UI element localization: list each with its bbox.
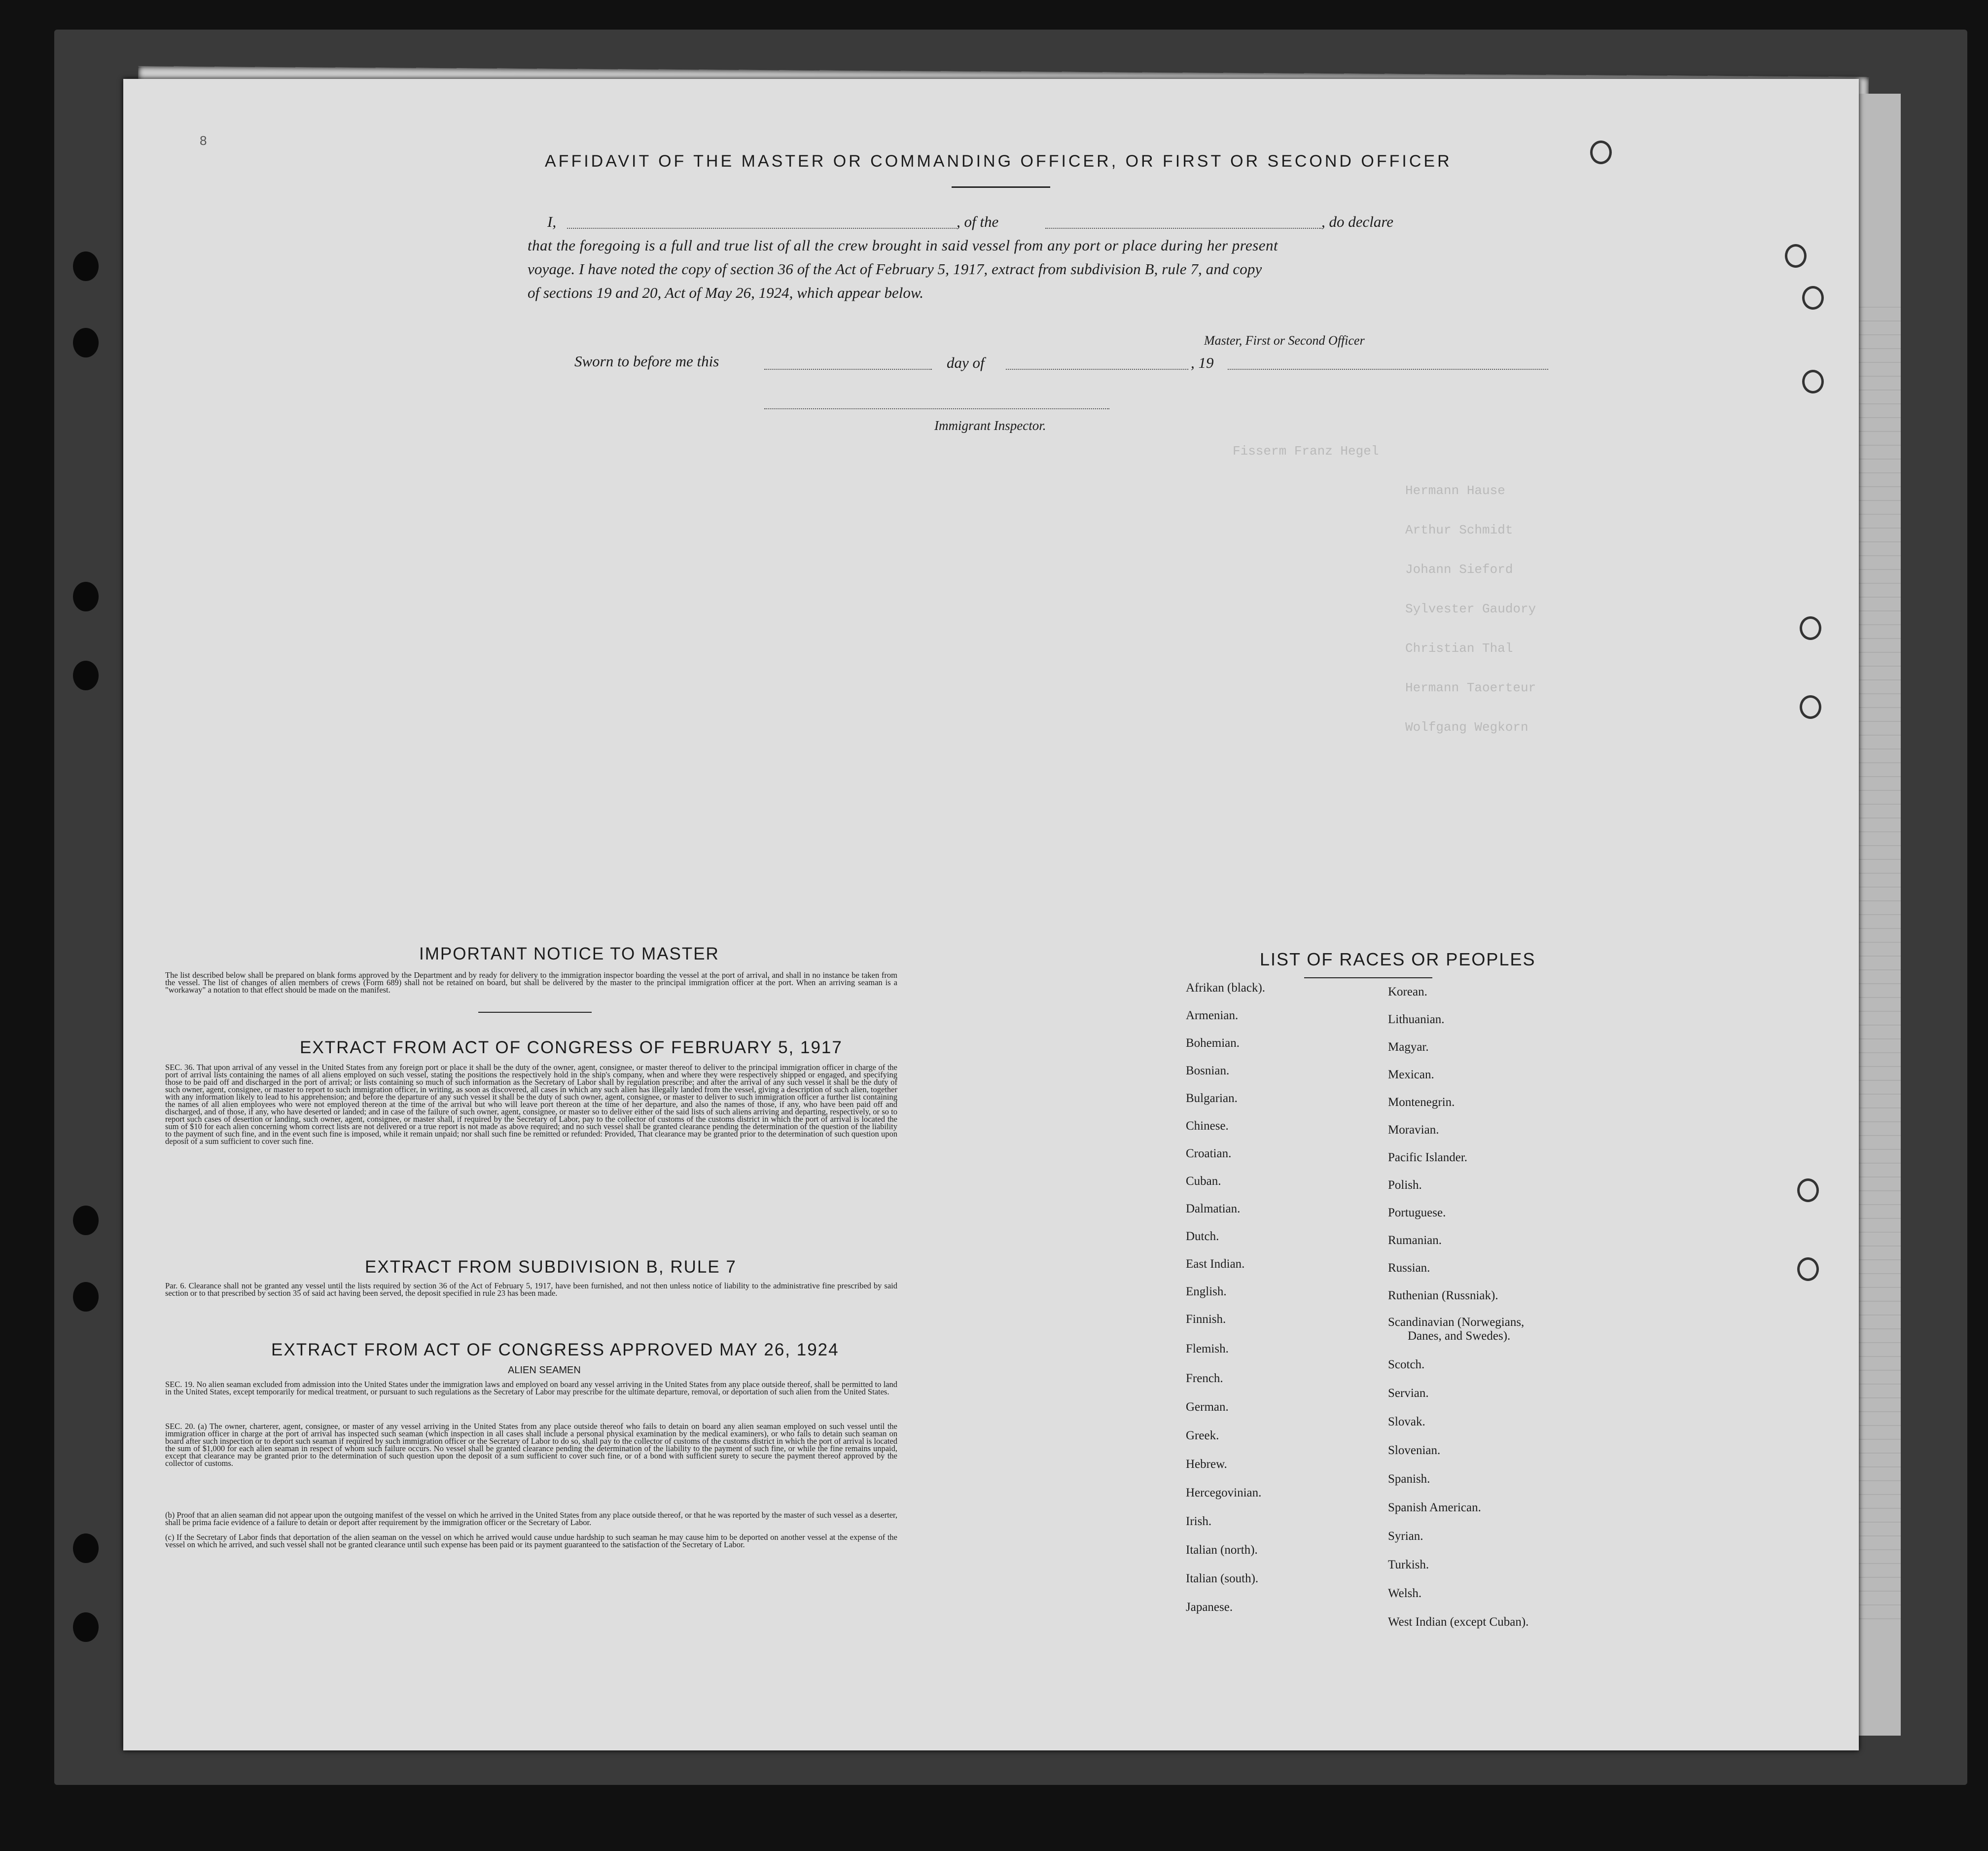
sworn-month-field[interactable] [1006,369,1188,370]
binder-ring [1800,695,1821,719]
race-item: Japanese. [1186,1601,1233,1614]
bleed-through-text: Wolfgang Wegkorn [1405,720,1528,735]
race-item: Chinese. [1186,1119,1229,1133]
race-item: Spanish. [1388,1472,1430,1486]
race-item: Dutch. [1186,1230,1219,1243]
race-item: Ruthenian (Russniak). [1388,1289,1498,1302]
declaration-line-4: of sections 19 and 20, Act of May 26, 1924, which appear below. [528,284,924,301]
race-item: Bosnian. [1186,1064,1230,1077]
master-label: Master, First or Second Officer [1204,333,1365,348]
race-item: Greek. [1186,1429,1219,1442]
bleed-through-text: Hermann Taoerteur [1405,680,1536,695]
race-item: Flemish. [1186,1342,1229,1355]
race-item: Armenian. [1186,1009,1239,1022]
name-field[interactable] [567,228,957,229]
declaration-line-2: that the foregoing is a full and true list of all the crew brought in said vessel from any port or place during her present [528,237,1278,254]
inspector-label: Immigrant Inspector. [934,418,1046,433]
affidavit-page [123,79,1859,1750]
extract-1924-sec19: SEC. 19. No alien seaman excluded from admission into the United States under the immigration laws and employed on board any vessel arriving in the United States from any place outside thereof, shall be permitted to land in the United States, except temporarily for medical treatment, or pursuant to such regulations as the Secretary of Labor may prescribe for the ultimate departure, removal, or deportation of such alien from the United States. [165,1380,897,1396]
race-item: Syrian. [1388,1530,1423,1543]
extract-rule7-text: Par. 6. Clearance shall not be granted any vessel until the lists required by section 36 of the Act of February 5, 1917, have been furnished, and not then unless notice of liability to the administrative fine prescribed by said section or to that prescribed by section 35 of said act having been served, the deposit specified in rule 23 has been made. [165,1281,897,1298]
bleed-through-text: Arthur Schmidt [1405,523,1513,537]
vessel-field[interactable] [1045,228,1321,229]
sworn-label: Sworn to before me this [574,353,719,370]
race-item: Irish. [1186,1515,1212,1528]
punch-hole [73,1282,99,1312]
race-item: Russian. [1388,1261,1430,1275]
race-item: Hercegovinian. [1186,1486,1262,1499]
race-item: Magyar. [1388,1040,1429,1054]
notice-text: The list described below shall be prepared on blank forms approved by the Department and by ready for delivery to the immigration inspector boarding the vessel at the port of arrival, and shall in no instance be taken from the vessel. The list of changes of alien members of crews (Form 689) shall not be retained on board, but shall be delivered by the master to the principal immigration officer at the port. When an arriving seaman is a "workaway" a notation to that effect should be made on the manifest. [165,970,897,995]
race-item: Scandinavian (Norwegians, [1388,1316,1525,1329]
extract-1917-title: EXTRACT FROM ACT OF CONGRESS OF FEBRUARY 5, 1917 [300,1038,843,1057]
binder-ring [1800,616,1821,640]
sworn-day-field[interactable] [764,369,932,370]
page-number: 8 [200,133,207,148]
binder-ring [1797,1178,1819,1202]
race-item: Finnish. [1186,1313,1226,1326]
punch-hole [73,661,99,690]
year-label: , 19 [1191,354,1214,371]
race-item: Bulgarian. [1186,1092,1238,1105]
races-title-underline [1304,977,1432,978]
punch-hole [73,328,99,357]
title-underline [952,186,1050,188]
race-item: Croatian. [1186,1147,1232,1160]
punch-hole [73,251,99,281]
race-item: Moravian. [1388,1123,1439,1137]
extract-1917-text: SEC. 36. That upon arrival of any vessel in the United States from any foreign port or place it shall be the duty of the owner, agent, consignee, or master thereof to deliver to the principal immigration officer in charge of the port of arrival lists containing the names of all aliens employed on such vessel, stating the positions the respectively hold in the ship's company, when and where they were respectively shipped or engaged, and specifying those to be paid off and discharged in the port of arrival; or lists containing so much of such information as the Secretary of Labor shall by regulation prescribe; and after the arrival of any such vessel it shall be the duty of such owner, agent, consignee, or master to report to such immigration officer, in writing, as soon as discovered, all cases in which any such alien has illegally landed from the vessel, giving a description of such alien, together with any information likely to lead to his apprehension; and before the departure of any such vessel it shall be the duty of such owner, agent, consignee, or master to deliver to such immigration officer a further list containing the names of all alien employees who were not employed thereon at the time of the arrival but who will leave port thereon at the time of her departure, and also the names of those, if any, who have been paid off and discharged, and of those, if any, who have deserted or landed; and in case of the failure of such owner, agent, consignee, or master so to deliver either of the said lists of such aliens arriving and departing, respectively, or so to report such cases of desertion or landing, such owner, agent, consignee, or master shall, if required by the Secretary of Labor, pay to the collector of customs of the customs district in which the port of arrival is located the sum of $10 for each alien concerning whom correct lists are not delivered or a true report is not made as above required; and no such vessel shall be granted clearance pending the determination of the question of the liability to the payment of such fine, and in the event such fine is imposed, while it remain unpaid; nor shall such fine be remitted or refunded: Provided, That clearance may be granted prior to the determination of such question upon deposit of a sum sufficient to cover such fine. [165,1063,897,1146]
race-item: English. [1186,1285,1227,1298]
bleed-through-text: Johann Sieford [1405,562,1513,577]
race-item: Slovak. [1388,1415,1425,1428]
race-item: Spanish American. [1388,1501,1481,1514]
bleed-through-text: Hermann Hause [1405,483,1505,498]
race-item: Montenegrin. [1388,1096,1455,1109]
race-item: Danes, and Swedes). [1408,1329,1511,1343]
race-item: Polish. [1388,1178,1422,1192]
race-item: Slovenian. [1388,1444,1441,1457]
bleed-through-text: Fisserm Franz Hegel [1233,444,1379,459]
extract-rule7-title: EXTRACT FROM SUBDIVISION B, RULE 7 [365,1257,737,1277]
punch-hole [73,1612,99,1642]
inspector-signature-field[interactable] [764,408,1109,409]
race-item: Welsh. [1388,1587,1422,1600]
punch-hole [73,1533,99,1563]
declaration-line-3: voyage. I have noted the copy of section 36 of the Act of February 5, 1917, extract from subdivision B, rule 7, and copy [528,260,1262,278]
declaration-i: I, [547,213,557,230]
punch-hole [73,1206,99,1235]
race-item: West Indian (except Cuban). [1388,1615,1529,1629]
race-item: Mexican. [1388,1068,1434,1081]
race-item: Bohemian. [1186,1036,1240,1050]
extract-1924-sec20b: (b) Proof that an alien seaman did not appear upon the outgoing manifest of the vessel on which he arrived in the United States from any place outside thereof, or that he was reported by the master of such vessel as a deserter, shall be prima facie evidence of a failure to detain or deport after requirement by the immigration officer or the Secretary of Labor. [165,1510,897,1527]
race-item: Servian. [1388,1387,1429,1400]
race-item: German. [1186,1400,1229,1414]
race-item: Turkish. [1388,1558,1429,1571]
race-item: French. [1186,1372,1223,1385]
extract-1924-title: EXTRACT FROM ACT OF CONGRESS APPROVED MAY 26, 1924 [271,1340,839,1359]
race-item: Pacific Islander. [1388,1151,1468,1164]
binder-ring [1797,1257,1819,1281]
bleed-through-text: Sylvester Gaudory [1405,602,1536,616]
race-item: Cuban. [1186,1175,1221,1188]
underlying-manifest-edge [1854,94,1901,1736]
declaration-of-the: , of the [957,213,999,230]
affidavit-title: AFFIDAVIT OF THE MASTER OR COMMANDING OFFICER, OR FIRST OR SECOND OFFICER [545,152,1452,171]
extract-1924-subtitle: ALIEN SEAMEN [508,1365,581,1376]
race-item: Lithuanian. [1388,1013,1445,1026]
master-signature-field[interactable] [1228,369,1548,370]
declaration-do-declare: , do declare [1321,213,1394,230]
extract-1924-sec20c: (c) If the Secretary of Labor finds that deportation of the alien seaman on the vessel on which he arrived would cause undue hardship to such seaman he may cause him to be deported on another vessel at the expense of the vessel on which he arrived, and such vessel shall not be granted clearance until such expense has been paid or its payment guaranteed to the satisfaction of the Secretary of Labor. [165,1532,897,1549]
binder-ring [1785,244,1807,268]
race-item: Hebrew. [1186,1458,1227,1471]
races-title: LIST OF RACES OR PEOPLES [1260,949,1536,969]
race-item: East Indian. [1186,1257,1245,1271]
race-item: Dalmatian. [1186,1202,1241,1215]
extract-1924-sec20a: SEC. 20. (a) The owner, charterer, agent, consignee, or master of any vessel arriving in the United States from any place outside thereof who fails to detain on board any alien seaman employed on such vessel until the immigration officer in charge at the port of arrival has inspected such seaman (which inspection in all cases shall include a personal physical examination by the medical examiners), or who fails to detain such seaman on board after such inspection or to deport such seaman if required by such immigration officer or the Secretary of Labor to do so, shall pay to the collector of customs of the customs district in which the port of arrival is located the sum of $1,000 for each alien seaman in respect of whom such failure occurs. No vessel shall be granted clearance pending the determination of the liability to the payment of such fine, or while the fine remains unpaid, except that clearance may be granted prior to the determination of such question upon the deposit of a sum sufficient to cover such fine, or of a bond with sufficient surety to secure the payment thereof approved by the collector of customs. [165,1422,897,1468]
bleed-through-text: Christian Thal [1405,641,1513,656]
race-item: Afrikan (black). [1186,981,1266,995]
notice-title: IMPORTANT NOTICE TO MASTER [419,944,719,963]
race-item: Rumanian. [1388,1234,1442,1247]
binder-ring [1590,141,1612,164]
race-item: Italian (south). [1186,1572,1259,1585]
grid-lines [1854,301,1901,1632]
binder-ring [1802,286,1824,310]
race-item: Scotch. [1388,1358,1425,1371]
punch-hole [73,582,99,611]
binder-ring [1802,370,1824,393]
notice-divider [478,1012,592,1013]
day-of-label: day of [947,354,985,371]
race-item: Korean. [1388,985,1427,998]
race-item: Italian (north). [1186,1543,1258,1557]
race-item: Portuguese. [1388,1206,1446,1219]
